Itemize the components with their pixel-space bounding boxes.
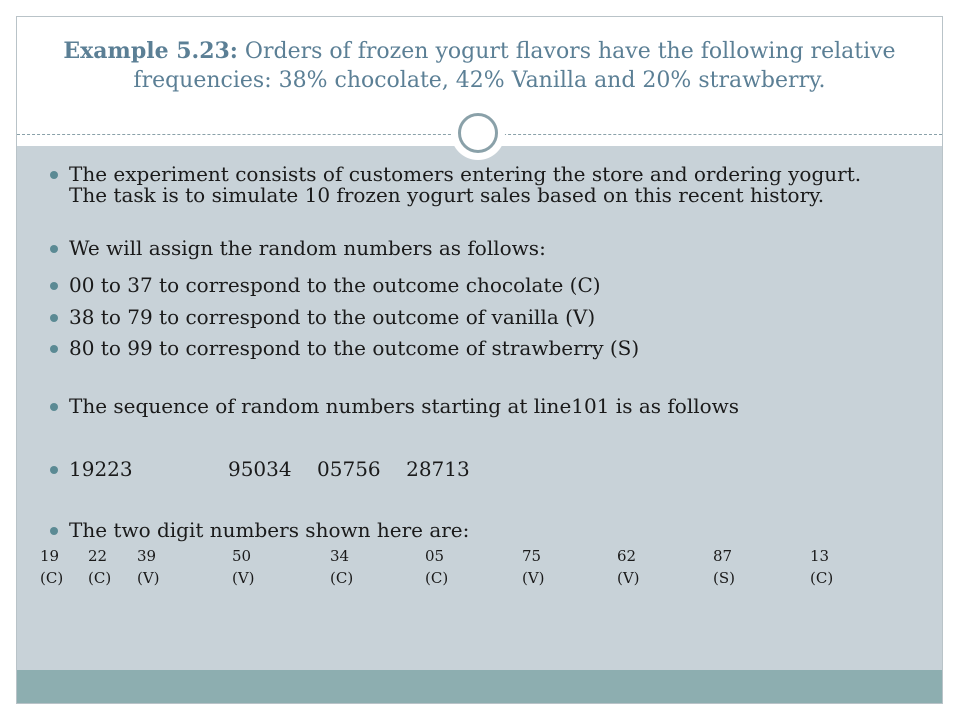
- bullet-two-digit: The two digit numbers shown here are:: [69, 520, 889, 541]
- pair-code: (C): [330, 569, 354, 587]
- pair-number: 34: [330, 547, 350, 565]
- title-lead: Example 5.23:: [63, 38, 238, 64]
- bullet-experiment: The experiment consists of customers entering the store and ordering yogurt. The task is to simulate 10 frozen yogurt sales based on this recent history.: [69, 164, 889, 206]
- pair-number: 19: [40, 547, 60, 565]
- pair-number: 87: [713, 547, 733, 565]
- circle-ornament-icon: [451, 106, 505, 160]
- slide-title: [17, 37, 942, 95]
- bullet-vanilla: 38 to 79 to correspond to the outcome of vanilla (V): [69, 307, 889, 328]
- pair-number: 75: [522, 547, 542, 565]
- bullet-assign: We will assign the random numbers as follows:: [69, 238, 889, 259]
- pair-code: (C): [810, 569, 834, 587]
- bullet-sequence: The sequence of random numbers starting at line101 is as follows: [69, 396, 889, 417]
- pair-code: (S): [713, 569, 735, 587]
- title-text: Orders of frozen yogurt flavors have the following relative frequencies: 38% chocolate, 42% Vanilla and 20% strawberry.: [133, 39, 896, 93]
- pair-number: 39: [137, 547, 157, 565]
- pair-number: 62: [617, 547, 637, 565]
- content-area: [17, 146, 942, 670]
- pair-code: (V): [522, 569, 545, 587]
- pair-number: 05: [425, 547, 445, 565]
- bullet-strawberry: 80 to 99 to correspond to the outcome of strawberry (S): [69, 338, 889, 359]
- pair-number: 22: [88, 547, 108, 565]
- footer-bar: [17, 670, 942, 703]
- pair-code: (V): [232, 569, 255, 587]
- bullet-random-numbers: 19223 95034 05756 28713: [69, 459, 889, 480]
- pair-code: (V): [617, 569, 640, 587]
- pair-code: (C): [425, 569, 449, 587]
- pair-number: 50: [232, 547, 252, 565]
- pair-code: (C): [40, 569, 64, 587]
- pair-number: 13: [810, 547, 830, 565]
- pair-code: (V): [137, 569, 160, 587]
- bullet-chocolate: 00 to 37 to correspond to the outcome chocolate (C): [69, 275, 889, 296]
- pair-code: (C): [88, 569, 112, 587]
